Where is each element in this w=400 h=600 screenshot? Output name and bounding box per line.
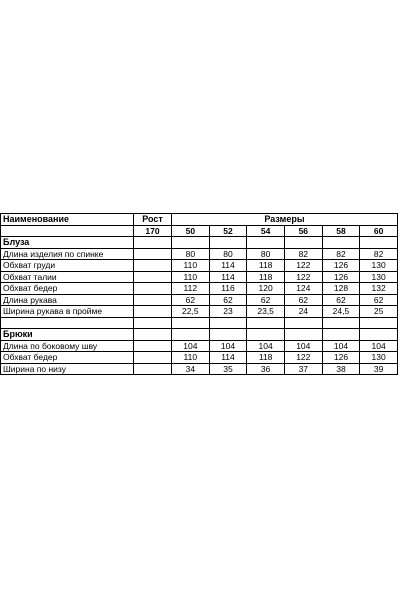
empty-cell: [209, 329, 247, 341]
size-60: 60: [360, 225, 398, 237]
row-label: Длина рукава: [1, 294, 134, 306]
cell: 34: [172, 363, 210, 375]
cell: 62: [360, 294, 398, 306]
cell: 104: [284, 340, 322, 352]
size-50: 50: [172, 225, 210, 237]
cell: 118: [247, 271, 285, 283]
cell: 118: [247, 352, 285, 364]
row-label: Ширина рукава в пройме: [1, 306, 134, 318]
empty-cell: [134, 248, 172, 260]
cell: 130: [360, 352, 398, 364]
empty-cell: [134, 283, 172, 295]
name-header: Наименование: [1, 214, 134, 226]
cell: 124: [284, 283, 322, 295]
cell: 23,5: [247, 306, 285, 318]
cell: 82: [322, 248, 360, 260]
size-56: 56: [284, 225, 322, 237]
row-label: Обхват бедер: [1, 283, 134, 295]
section-title-row: [1, 329, 398, 341]
size-58: 58: [322, 225, 360, 237]
cell: 80: [247, 248, 285, 260]
empty-cell: [209, 317, 247, 329]
table-row: [1, 248, 398, 260]
empty-cell: [134, 317, 172, 329]
row-label: Обхват талии: [1, 271, 134, 283]
empty-cell: [322, 329, 360, 341]
row-label: Обхват бедер: [1, 352, 134, 364]
sizes-header: Размеры: [172, 214, 398, 226]
cell: 62: [172, 294, 210, 306]
empty-cell: [172, 317, 210, 329]
cell: 38: [322, 363, 360, 375]
cell: 36: [247, 363, 285, 375]
cell: 126: [322, 271, 360, 283]
cell: 37: [284, 363, 322, 375]
empty-cell: [134, 363, 172, 375]
cell: 104: [322, 340, 360, 352]
table-row: [1, 352, 398, 364]
size-chart: [0, 213, 400, 375]
section-title: Брюки: [1, 329, 134, 341]
size-54: 54: [247, 225, 285, 237]
empty-cell: [360, 329, 398, 341]
empty-cell: [1, 317, 134, 329]
empty-cell: [247, 237, 285, 249]
empty-cell: [134, 237, 172, 249]
cell: 130: [360, 271, 398, 283]
cell: 82: [360, 248, 398, 260]
header-row: [1, 214, 398, 226]
cell: 112: [172, 283, 210, 295]
cell: 62: [284, 294, 322, 306]
rost-value: 170: [134, 225, 172, 237]
empty-cell: [284, 237, 322, 249]
table-row: [1, 340, 398, 352]
cell: 130: [360, 260, 398, 272]
size-table: [0, 213, 398, 375]
cell: 24: [284, 306, 322, 318]
cell: 25: [360, 306, 398, 318]
cell: 23: [209, 306, 247, 318]
empty-cell: [134, 306, 172, 318]
rost-header: Рост: [134, 214, 172, 226]
cell: 104: [209, 340, 247, 352]
size-52: 52: [209, 225, 247, 237]
cell: 126: [322, 260, 360, 272]
cell: 104: [360, 340, 398, 352]
empty-cell: [134, 340, 172, 352]
cell: 62: [209, 294, 247, 306]
empty-cell: [134, 294, 172, 306]
empty-cell: [322, 237, 360, 249]
empty-cell: [134, 329, 172, 341]
row-label: Длина по боковому шву: [1, 340, 134, 352]
empty-cell: [360, 317, 398, 329]
cell: 80: [172, 248, 210, 260]
empty-cell: [284, 317, 322, 329]
empty-cell: [360, 237, 398, 249]
cell: 110: [172, 271, 210, 283]
cell: 126: [322, 352, 360, 364]
cell: 62: [322, 294, 360, 306]
cell: 104: [247, 340, 285, 352]
cell: 122: [284, 260, 322, 272]
row-label: Ширина по низу: [1, 363, 134, 375]
cell: 114: [209, 352, 247, 364]
cell: 116: [209, 283, 247, 295]
table-row: [1, 271, 398, 283]
cell: 132: [360, 283, 398, 295]
cell: 128: [322, 283, 360, 295]
empty-cell: [322, 317, 360, 329]
row-label: Обхват груди: [1, 260, 134, 272]
empty-cell: [134, 352, 172, 364]
cell: 118: [247, 260, 285, 272]
table-row: [1, 294, 398, 306]
table-row: [1, 260, 398, 272]
section-title: Блуза: [1, 237, 134, 249]
cell: 114: [209, 271, 247, 283]
empty-cell: [209, 237, 247, 249]
table-row: [1, 306, 398, 318]
cell: 24,5: [322, 306, 360, 318]
cell: 110: [172, 352, 210, 364]
cell: 62: [247, 294, 285, 306]
table-row: [1, 283, 398, 295]
empty-cell: [134, 260, 172, 272]
cell: 82: [284, 248, 322, 260]
empty-cell: [284, 329, 322, 341]
table-row: [1, 363, 398, 375]
cell: 122: [284, 352, 322, 364]
empty-cell: [1, 225, 134, 237]
empty-cell: [247, 317, 285, 329]
size-numbers-row: [1, 225, 398, 237]
cell: 120: [247, 283, 285, 295]
empty-cell: [172, 329, 210, 341]
cell: 122: [284, 271, 322, 283]
spacer-row: [1, 317, 398, 329]
empty-cell: [134, 271, 172, 283]
empty-cell: [247, 329, 285, 341]
cell: 35: [209, 363, 247, 375]
cell: 39: [360, 363, 398, 375]
cell: 110: [172, 260, 210, 272]
cell: 80: [209, 248, 247, 260]
empty-cell: [172, 237, 210, 249]
cell: 22,5: [172, 306, 210, 318]
cell: 114: [209, 260, 247, 272]
row-label: Длина изделия по спинке: [1, 248, 134, 260]
section-title-row: [1, 237, 398, 249]
cell: 104: [172, 340, 210, 352]
